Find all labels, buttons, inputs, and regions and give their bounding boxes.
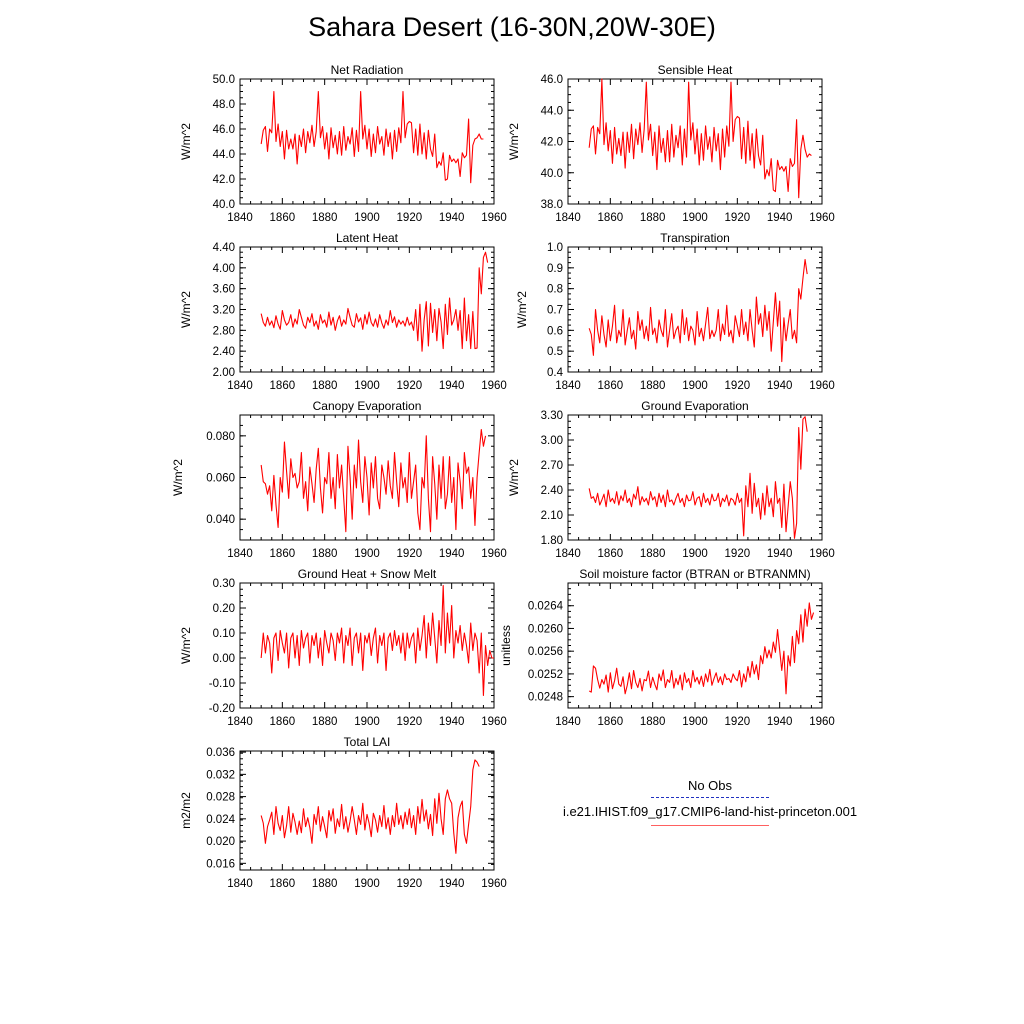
x-tick-label: 1860 [269, 380, 296, 392]
x-tick-label: 1840 [227, 548, 253, 560]
y-tick-label: 0.0248 [527, 691, 563, 704]
x-tick-label: 1940 [766, 380, 793, 392]
x-tick-label: 1880 [311, 716, 338, 728]
y-tick-label: 0.028 [206, 791, 235, 804]
x-tick-label: 1860 [269, 716, 296, 728]
x-tick-label: 1840 [227, 380, 253, 392]
panel-title: Net Radiation [330, 63, 404, 77]
x-tick-label: 1880 [639, 548, 666, 560]
model-series-line [589, 260, 807, 362]
x-tick-label: 1920 [724, 548, 751, 560]
x-tick-label: 1940 [438, 212, 465, 224]
y-axis-label: W/m^2 [507, 459, 521, 496]
legend-model-line [651, 825, 769, 826]
panel-transpiration [515, 231, 835, 392]
x-tick-label: 1940 [438, 716, 465, 728]
y-tick-label: 2.10 [540, 510, 563, 522]
y-axis-label: m2/m2 [179, 792, 193, 829]
plot-frame [568, 583, 822, 708]
y-tick-label: 2.40 [212, 346, 235, 359]
x-tick-label: 1880 [639, 716, 666, 728]
y-tick-label: 40.0 [540, 167, 563, 180]
x-tick-label: 1880 [311, 878, 338, 890]
panel-title: Ground Evaporation [641, 399, 749, 413]
x-tick-label: 1940 [766, 548, 793, 560]
x-tick-label: 1940 [766, 212, 793, 224]
x-tick-label: 1840 [227, 878, 253, 890]
model-series-line [261, 430, 485, 532]
y-tick-label: 2.00 [212, 367, 235, 379]
panel-soil-moisture-factor-btran-or-btranmn [499, 567, 835, 728]
y-tick-label: 0.0264 [527, 600, 563, 613]
model-series-line [261, 586, 494, 696]
model-series-line [589, 79, 811, 198]
y-tick-label: 0.036 [206, 747, 235, 760]
y-tick-label: 3.30 [540, 410, 563, 422]
x-tick-label: 1960 [809, 212, 835, 224]
y-tick-label: 0.0256 [527, 646, 563, 659]
y-tick-label: 0.30 [212, 578, 235, 590]
x-tick-label: 1840 [555, 380, 581, 392]
panel-net-radiation [179, 63, 507, 224]
x-tick-label: 1860 [269, 548, 296, 560]
panel-ground-evaporation [507, 399, 835, 560]
panel-canopy-evaporation [171, 399, 507, 560]
x-tick-label: 1900 [682, 212, 708, 224]
x-tick-label: 1880 [311, 380, 338, 392]
x-tick-label: 1900 [354, 380, 380, 392]
x-tick-label: 1900 [354, 212, 380, 224]
x-tick-label: 1880 [311, 548, 338, 560]
y-tick-label: 44.0 [540, 105, 563, 118]
model-series-line [261, 252, 487, 351]
y-tick-label: -0.20 [208, 703, 235, 715]
x-tick-label: 1960 [481, 878, 507, 890]
y-tick-label: 1.80 [540, 535, 563, 547]
panel-title: Latent Heat [335, 231, 399, 245]
x-tick-label: 1960 [481, 380, 507, 392]
y-tick-label: 0.040 [206, 514, 235, 527]
x-tick-label: 1900 [354, 548, 380, 560]
figure-title: Sahara Desert (16-30N,20W-30E) [308, 12, 716, 42]
x-tick-label: 1920 [396, 380, 423, 392]
panel-total-lai [179, 735, 507, 890]
panel-sensible-heat [507, 63, 835, 224]
y-axis-label: W/m^2 [179, 627, 193, 664]
y-tick-label: 42.0 [212, 174, 235, 186]
panel-title: Sensible Heat [657, 63, 733, 77]
y-tick-label: 50.0 [212, 74, 235, 86]
y-tick-label: 0.0252 [527, 668, 563, 681]
x-tick-label: 1840 [227, 716, 253, 728]
x-tick-label: 1920 [396, 548, 423, 560]
x-tick-label: 1900 [354, 716, 380, 728]
panel-title: Total LAI [343, 735, 391, 749]
y-tick-label: 40.0 [212, 199, 235, 211]
y-tick-label: 0.5 [547, 346, 563, 359]
legend-model-label: i.e21.IHIST.f09_g17.CMIP6-land-hist-princeton.001 [562, 804, 858, 819]
y-tick-label: 0.0260 [527, 623, 563, 636]
x-tick-label: 1940 [438, 548, 465, 560]
y-axis-label: W/m^2 [507, 123, 521, 160]
y-tick-label: 48.0 [212, 99, 235, 111]
x-tick-label: 1860 [597, 380, 624, 392]
x-tick-label: 1900 [354, 878, 380, 890]
y-tick-label: 0.9 [547, 262, 563, 275]
x-tick-label: 1920 [724, 212, 751, 224]
x-tick-label: 1960 [809, 716, 835, 728]
x-tick-label: 1840 [555, 548, 581, 560]
x-tick-label: 1840 [555, 212, 581, 224]
plot-frame [240, 583, 494, 708]
x-tick-label: 1960 [809, 380, 835, 392]
x-tick-label: 1900 [682, 548, 708, 560]
x-tick-label: 1860 [597, 212, 624, 224]
x-tick-label: 1960 [481, 212, 507, 224]
y-tick-label: 0.6 [547, 325, 563, 338]
y-tick-label: 0.032 [206, 769, 235, 782]
x-tick-label: 1860 [269, 212, 296, 224]
x-tick-label: 1840 [227, 212, 253, 224]
x-tick-label: 1900 [682, 716, 708, 728]
plot-frame [568, 79, 822, 204]
y-tick-label: 38.0 [540, 199, 563, 211]
y-tick-label: 3.00 [540, 435, 563, 447]
plot-frame [568, 415, 822, 540]
x-tick-label: 1960 [809, 548, 835, 560]
y-tick-label: 0.016 [206, 858, 235, 871]
x-tick-label: 1860 [597, 716, 624, 728]
model-series-line [261, 92, 483, 183]
y-tick-label: 0.7 [547, 304, 563, 317]
y-tick-label: 0.8 [547, 283, 563, 296]
x-tick-label: 1880 [639, 380, 666, 392]
panel-title: Canopy Evaporation [312, 399, 422, 413]
y-tick-label: 2.40 [540, 485, 563, 497]
legend-obs-label: No Obs [687, 778, 733, 793]
x-tick-label: 1880 [639, 212, 666, 224]
x-tick-label: 1860 [597, 548, 624, 560]
panel-ground-heat-snow-melt [179, 567, 507, 728]
x-tick-label: 1880 [311, 212, 338, 224]
x-tick-label: 1940 [438, 878, 465, 890]
x-tick-label: 1960 [481, 548, 507, 560]
panel-title: Soil moisture factor (BTRAN or BTRANMN) [579, 567, 811, 581]
y-axis-label: unitless [499, 625, 513, 666]
y-tick-label: 0.00 [212, 653, 235, 665]
y-tick-label: 2.70 [540, 460, 563, 472]
y-tick-label: 46.0 [540, 74, 563, 86]
x-tick-label: 1940 [766, 716, 793, 728]
y-tick-label: 0.10 [212, 628, 235, 640]
y-tick-label: 0.060 [206, 472, 235, 485]
x-tick-label: 1920 [396, 716, 423, 728]
y-axis-label: W/m^2 [179, 123, 193, 160]
y-tick-label: 44.0 [212, 149, 235, 161]
y-tick-label: 42.0 [540, 136, 563, 149]
panel-latent-heat [179, 231, 507, 392]
panel-title: Transpiration [660, 231, 730, 245]
x-tick-label: 1860 [269, 878, 296, 890]
model-series-line [589, 417, 807, 539]
model-series-line [261, 760, 479, 853]
x-tick-label: 1940 [438, 380, 465, 392]
x-tick-label: 1920 [724, 380, 751, 392]
model-series-line [589, 603, 813, 694]
y-tick-label: 4.40 [212, 242, 235, 254]
y-axis-label: W/m^2 [179, 291, 193, 328]
legend [520, 778, 900, 826]
y-tick-label: 0.080 [206, 430, 235, 443]
y-tick-label: 0.20 [212, 603, 235, 615]
x-tick-label: 1920 [396, 212, 423, 224]
y-tick-label: 0.024 [206, 813, 235, 826]
y-axis-label: W/m^2 [515, 291, 529, 328]
y-tick-label: 3.60 [212, 283, 235, 296]
plot-frame [568, 247, 822, 372]
y-tick-label: 3.20 [212, 304, 235, 317]
y-tick-label: -0.10 [208, 678, 235, 690]
x-tick-label: 1920 [724, 716, 751, 728]
plot-frame [240, 79, 494, 204]
y-tick-label: 0.020 [206, 836, 235, 849]
legend-obs-line [651, 797, 769, 798]
y-tick-label: 46.0 [212, 124, 235, 136]
y-tick-label: 0.4 [547, 367, 563, 379]
x-tick-label: 1900 [682, 380, 708, 392]
y-tick-label: 4.00 [212, 262, 235, 275]
y-tick-label: 1.0 [547, 242, 563, 254]
x-tick-label: 1960 [481, 716, 507, 728]
panel-title: Ground Heat + Snow Melt [297, 567, 437, 581]
y-axis-label: W/m^2 [171, 459, 185, 496]
x-tick-label: 1840 [555, 716, 581, 728]
x-tick-label: 1920 [396, 878, 423, 890]
y-tick-label: 2.80 [212, 325, 235, 338]
